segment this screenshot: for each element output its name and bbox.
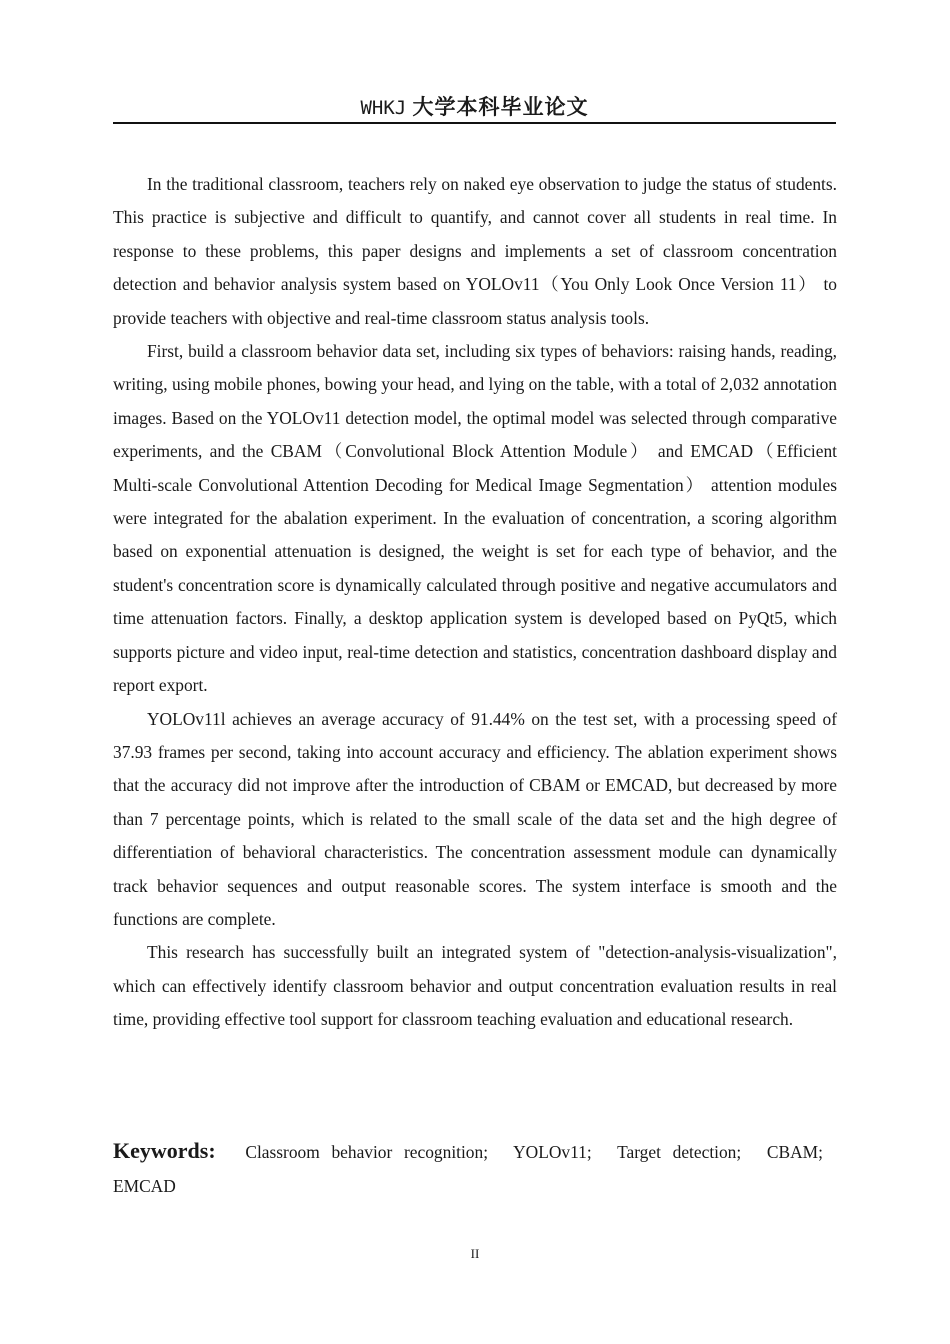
keyword-item: YOLOv11; [513,1142,592,1162]
running-header [113,92,836,124]
abstract-paragraph: In the traditional classroom, teachers rely on naked eye observation to judge the status of students. This practice is subjective and difficult to quantify, and cannot cover all students in real time. In response to these problems, this paper designs and implements a set of classroom concentration detection and behavior analysis system based on YOLOv11（You Only Look Once Version 11） to provide teachers with objective and real-time classroom status analysis tools. [113,174,837,328]
abstract-body [113,168,837,1037]
keyword-item: CBAM; [766,1142,823,1162]
keyword-item: EMCAD [113,1176,176,1196]
header-thesis-title: 大学本科毕业论文 [412,95,589,119]
header-university-code: WHKJ [360,97,407,119]
keyword-item: Target detection; [617,1142,742,1162]
keywords-section [113,1134,837,1203]
keyword-item: Classroom behavior recognition; [245,1142,489,1162]
page-number: II [470,1246,480,1261]
abstract-paragraph: YOLOv11l achieves an average accuracy of 91.44% on the test set, with a processing speed of 37.93 frames per second, taking into account accuracy and efficiency. The ablation experiment shows that the accuracy did not improve after the introduction of CBAM or EMCAD, but decreased by more than 7 percentage points, which is related to the small scale of the data set and the high degree of differentiation of behavioral characteristics. The concentration assessment module can dynamically track behavior sequences and output reasonable scores. The system interface is smooth and the functions are complete. [113,708,837,929]
abstract-paragraph: This research has successfully built an integrated system of "detection-analysis-visualization", which can effectively identify classroom behavior and output concentration evaluation results in real time, providing effective tool support for classroom teaching evaluation and educational research. [113,942,837,1030]
abstract-paragraph: First, build a classroom behavior data set, including six types of behaviors: raising hands, reading, writing, using mobile phones, bowing your head, and lying on the table, with a total of 2,032 annotation images. Based on the YOLOv11 detection model, the optimal model was selected through comparative experiments, and the CBAM（Convolutional Block Attention Module） and EMCAD（Efficient Multi-scale Convolutional Attention Decoding for Medical Image Segmentation） attention modules were integrated for the abalation experiment. In the evaluation of concentration, a scoring algorithm based on exponential attenuation is designed, the weight is set for each type of behavior, and the student's concentration score is dynamically calculated through positive and negative accumulators and time attenuation factors. Finally, a desktop application system is developed based on PyQt5, which supports picture and video input, real-time detection and statistics, concentration dashboard display and report export. [113,341,837,696]
keywords-label: Keywords: [113,1138,216,1163]
